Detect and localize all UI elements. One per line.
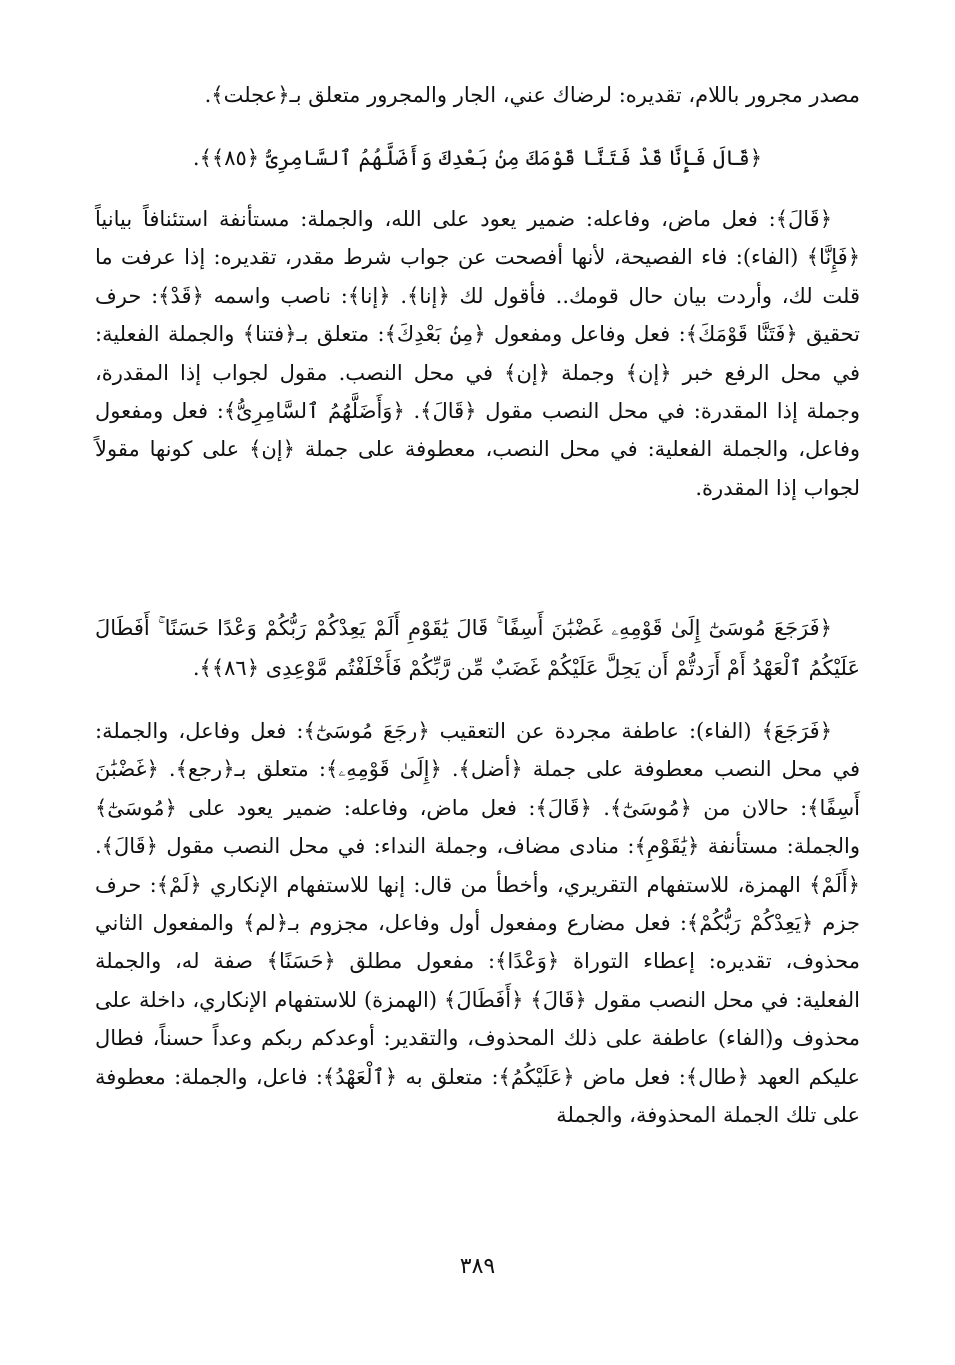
quran-verse-86 <box>95 608 860 688</box>
paragraph-2-text: ﴿قَالَ﴾: فعل ماض، وفاعله: ضمير يعود على الله، والجملة: مستأنفة استئنافاً بيانياً ﴿فَإِنَّا﴾ (الفاء): فاء الفصيحة، لأنها أفصحت عن جواب شرط مقدر، تقديره: إذا عرفت ما قلت لك، وأردت بيان حال قومك.. فأقول لك ﴿إنا﴾. ﴿إنا﴾: ناصب واسمه ﴿قَدْ﴾: حرف تحقيق ﴿فَتَنَّا قَوْمَكَ﴾: فعل وفاعل ومفعول ﴿مِنۢ بَعْدِكَ﴾: متعلق بـ﴿فتنا﴾ والجملة الفعلية: في محل الرفع خبر ﴿إن﴾ وجملة ﴿إن﴾ في محل النصب. مقول لجواب إذا المقدرة، وجملة إذا المقدرة: في محل النصب مقول ﴿قَالَ﴾. ﴿وَأَضَلَّهُمُ ٱلسَّامِرِىُّ﴾: فعل ومفعول وفاعل، والجملة الفعلية: في محل النصب، معطوفة على جملة ﴿إن﴾ على كونها مقولاً لجواب إذا المقدرة. <box>95 207 860 500</box>
page-number: ٣٨٩ <box>459 1254 496 1279</box>
quran-verse-85 <box>95 138 860 178</box>
quran-verse-86-text: ﴿فَرَجَعَ مُوسَىٰٓ إِلَىٰ قَوْمِهِۦ غَضْبَٰنَ أَسِفًا ۚ قَالَ يَٰقَوْمِ أَلَمْ يَعِدْكُمْ رَبُّكُمْ وَعْدًا حَسَنًا ۚ أَفَطَالَ عَلَيْكُمُ ٱلْعَهْدُ أَمْ أَرَدتُّمْ أَن يَحِلَّ عَلَيْكُمْ غَضَبٌ مِّن رَّبِّكُمْ فَأَخْلَفْتُم مَّوْعِدِى ﴿٨٦﴾﴾. <box>95 616 860 680</box>
paragraph-1 <box>95 76 860 114</box>
paragraph-1-text: مصدر مجرور باللام، تقديره: لرضاك عني، الجار والمجرور متعلق بـ﴿عجلت﴾. <box>204 83 860 107</box>
paragraph-3 <box>95 712 860 1134</box>
paragraph-3-text: ﴿فَرَجَعَ﴾ (الفاء): عاطفة مجردة عن التعقيب ﴿رجَعَ مُوسَىٰٓ﴾: فعل وفاعل، والجملة: في محل النصب معطوفة على جملة ﴿أضل﴾. ﴿إِلَىٰ قَوْمِهِۦ﴾: متعلق بـ﴿رجع﴾. ﴿غَضْبَٰنَ أَسِفًا﴾: حالان من ﴿مُوسَىٰٓ﴾. ﴿قَالَ﴾: فعل ماض، وفاعله: ضمير يعود على ﴿مُوسَىٰٓ﴾ والجملة: مستأنفة ﴿يَٰقَوْمِ﴾: منادى مضاف، وجملة النداء: في محل النصب مقول ﴿قَالَ﴾. ﴿أَلَمْ﴾ الهمزة، للاستفهام التقريري، وأخطأ من قال: إنها للاستفهام الإنكاري ﴿لَمْ﴾: حرف جزم ﴿يَعِدْكُمْ رَبُّكُمْ﴾: فعل مضارع ومفعول أول وفاعل، مجزوم بـ﴿لم﴾ والمفعول الثاني محذوف، تقديره: إعطاء التوراة ﴿وَعْدًا﴾: مفعول مطلق ﴿حَسَنًا﴾ صفة له، والجملة الفعلية: في محل النصب مقول ﴿قَالَ﴾ ﴿أَفَطَالَ﴾ (الهمزة) للاستفهام الإنكاري، داخلة على محذوف و(الفاء) عاطفة على ذلك المحذوف، والتقدير: أوعدكم ربكم وعداً حسناً، فطال عليكم العهد ﴿طال﴾: فعل ماض ﴿عَلَيْكُمُ﴾: متعلق به ﴿ٱلْعَهْدُ﴾: فاعل، والجملة: معطوفة على تلك الجملة المحذوفة، والجملة <box>95 719 860 1128</box>
paragraph-2 <box>95 200 860 507</box>
quran-verse-85-text: ﴿قَالَ فَإِنَّا قَدْ فَتَنَّا قَوْمَكَ مِنۢ بَعْدِكَ وَأَضَلَّهُمُ ٱلسَّامِرِىُّ ﴿٨٥﴾﴾. <box>192 146 763 170</box>
